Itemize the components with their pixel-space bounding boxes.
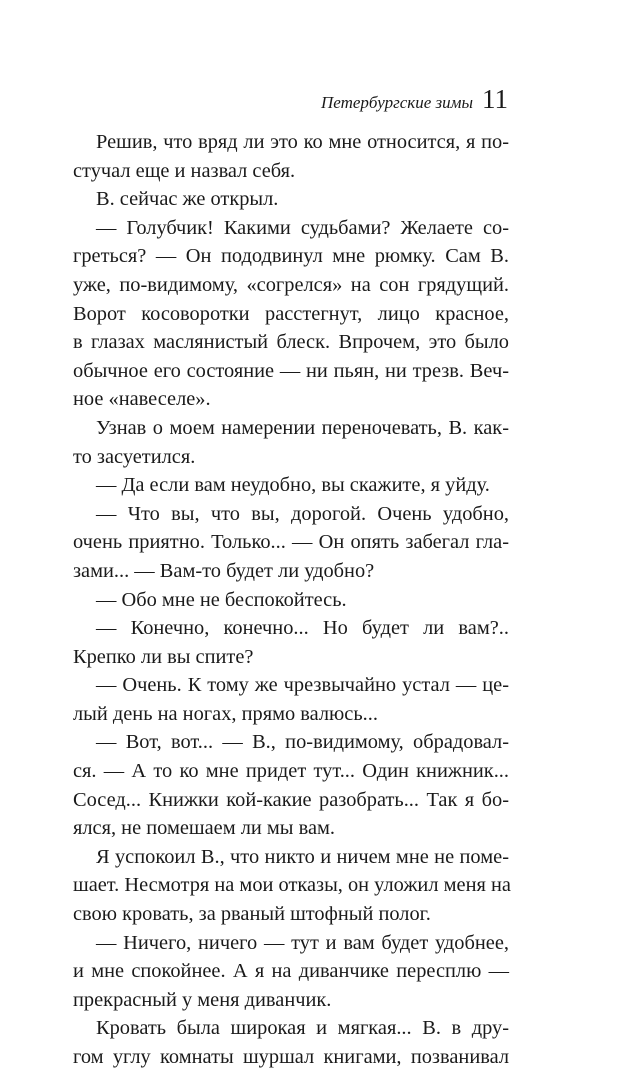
text-line: Крепко ли вы спите? [73, 645, 254, 668]
text-line: — Конечно, конечно... Но будет ли вам?.. [96, 617, 509, 640]
text-line: шает. Несмотря на мои отказы, он уложил меня на [73, 874, 511, 897]
text-line: В. сейчас же открыл. [96, 188, 279, 211]
text-line: свою кровать, за рваный штофный полог. [73, 903, 431, 926]
text-line: ное «навеселе». [73, 388, 211, 411]
text-line: гом углу комнаты шуршал книгами, позванивал [73, 1046, 509, 1068]
text-line: Решив, что вряд ли это ко мне относится, я по- [96, 131, 509, 153]
text-line: — Вот, вот... — В., по-видимому, обрадовал- [96, 731, 509, 754]
text-line: лый день на ногах, прямо валюсь... [73, 702, 378, 725]
page-header [321, 84, 508, 115]
text-line: очень приятно. Только... — Он опять забегал гла- [73, 531, 509, 554]
running-title: Петербургские зимы [321, 93, 473, 112]
text-line: — Ничего, ничего — тут и вам будет удобнее, [96, 931, 509, 954]
text-line: обычное его состояние — ни пьян, ни трезв. Веч- [73, 359, 509, 382]
text-line: греться? — Он пододвинул мне рюмку. Сам В. [73, 245, 509, 268]
text-line: — Да если вам неудобно, вы скажите, я уйду. [96, 474, 490, 497]
text-line: — Что вы, что вы, дорогой. Очень удобно, [96, 502, 509, 525]
text-line: Ворот косоворотки расстегнут, лицо красное, [73, 302, 509, 325]
text-line: и мне спокойнее. А я на диванчике пересплю — [73, 960, 509, 983]
page-number: 11 [482, 84, 508, 114]
text-line: — Обо мне не беспокойтесь. [96, 588, 347, 611]
text-line: Я успокоил В., что никто и ничем мне не поме- [96, 845, 509, 868]
text-line: в глазах маслянистый блеск. Впрочем, это было [73, 331, 509, 354]
text-line: стучал еще и назвал себя. [73, 159, 296, 182]
text-line: уже, по-видимому, «согрелся» на сон грядущий. [73, 273, 509, 296]
body-text [73, 128, 509, 1072]
text-line: Кровать была широкая и мягкая... В. в дру- [96, 1017, 509, 1040]
text-line: Сосед... Книжки кой-какие разобрать... Так я бо- [73, 788, 509, 811]
text-line: ялся, не помешаем ли мы вам. [73, 817, 336, 840]
text-line: прекрасный у меня диванчик. [73, 988, 332, 1011]
text-line: зами... — Вам-то будет ли удобно? [73, 559, 375, 582]
text-line: — Очень. К тому же чрезвычайно устал — це- [96, 674, 509, 697]
text-line: Узнав о моем намерении переночевать, В. как- [96, 416, 509, 439]
text-line: то засуетился. [73, 445, 196, 468]
text-line: — Голубчик! Какими судьбами? Желаете со- [96, 216, 509, 239]
text-line: ся. — А то ко мне придет тут... Один книжник... [73, 760, 509, 783]
